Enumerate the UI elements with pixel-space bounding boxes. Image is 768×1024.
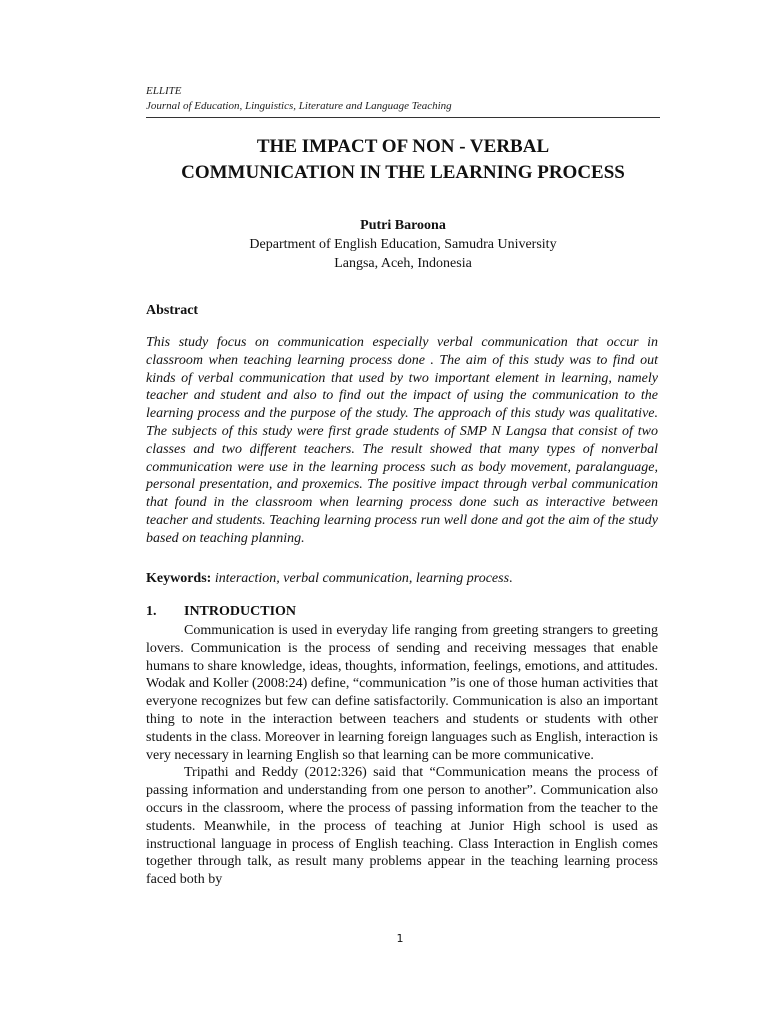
keywords-value: interaction, verbal communication, learning process [214,571,510,586]
keywords-line [146,571,660,587]
introduction-body [146,622,658,889]
abstract-heading: Abstract [146,303,199,318]
section-number: 1. [146,604,157,619]
page-number: 1 [396,932,404,945]
section-heading-introduction [146,604,296,620]
author-name: Putri Baroona [360,218,446,233]
journal-full-name: Journal of Education, Linguistics, Literature and Language Teaching [146,100,452,112]
keywords-end: . [509,571,513,586]
author-department: Department of English Education, Samudra University [249,237,557,252]
author-location: Langsa, Aceh, Indonesia [334,256,472,271]
journal-short-name: ELLITE [146,85,182,97]
journal-header [146,84,660,114]
title-line-2: COMMUNICATION IN THE LEARNING PROCESS [181,162,625,183]
paper-title [146,134,660,186]
abstract-text: This study focus on communication especially verbal communication that occur in classroom when teaching learning process done . The aim of this study was to find out kinds of verbal communication that used by two important element in learning, namely teacher and student and also to find out the impact of using the communication to the learning process and the purpose of the study. The approach of this study was qualitative. The subjects of this study were first grade students of SMP N Langsa that consist of two classes and two different teachers. The result showed that many types of nonverbal communication were use in the learning process such as body movement, paralanguage, personal presentation, and proxemics. The positive impact through verbal communication that found in the classroom when learning process done such as interactive between teacher and students. Teaching learning process run well done and got the aim of the study based on teaching planning. [146,335,658,546]
title-line-1: THE IMPACT OF NON - VERBAL [256,136,550,157]
header-rule [146,117,660,118]
paragraph: Tripathi and Reddy (2012:326) said that “Communication means the process of passing information and understanding from one person to another”. Communication also occurs in the classroom, where the process of passing information from the teacher to the students. Meanwhile, in the process of teaching at Junior High school is used as instructional language in process of English teaching. Class Interaction in English comes together through talk, as result many problems appear in the teaching learning process faced both by [146,765,658,888]
author-block [146,216,660,273]
keywords-label: Keywords: [146,571,212,586]
paragraph: Communication is used in everyday life ranging from greeting strangers to greeting lovers. Communication is the process of sending and receiving messages that enable humans to share knowledge, ideas, thoughts, information, feelings, emotions, and attitudes. Wodak and Koller (2008:24) define, “communication ”is one of those human activities that everyone recognizes but few can define satisfactorily. Communication is also an important thing to note in the interaction between teachers and students or students with other students in the class. Moreover in learning foreign languages such as English, interaction is very necessary in learning English so that learning can be more communicative. [146,623,658,763]
section-title: INTRODUCTION [184,604,297,619]
